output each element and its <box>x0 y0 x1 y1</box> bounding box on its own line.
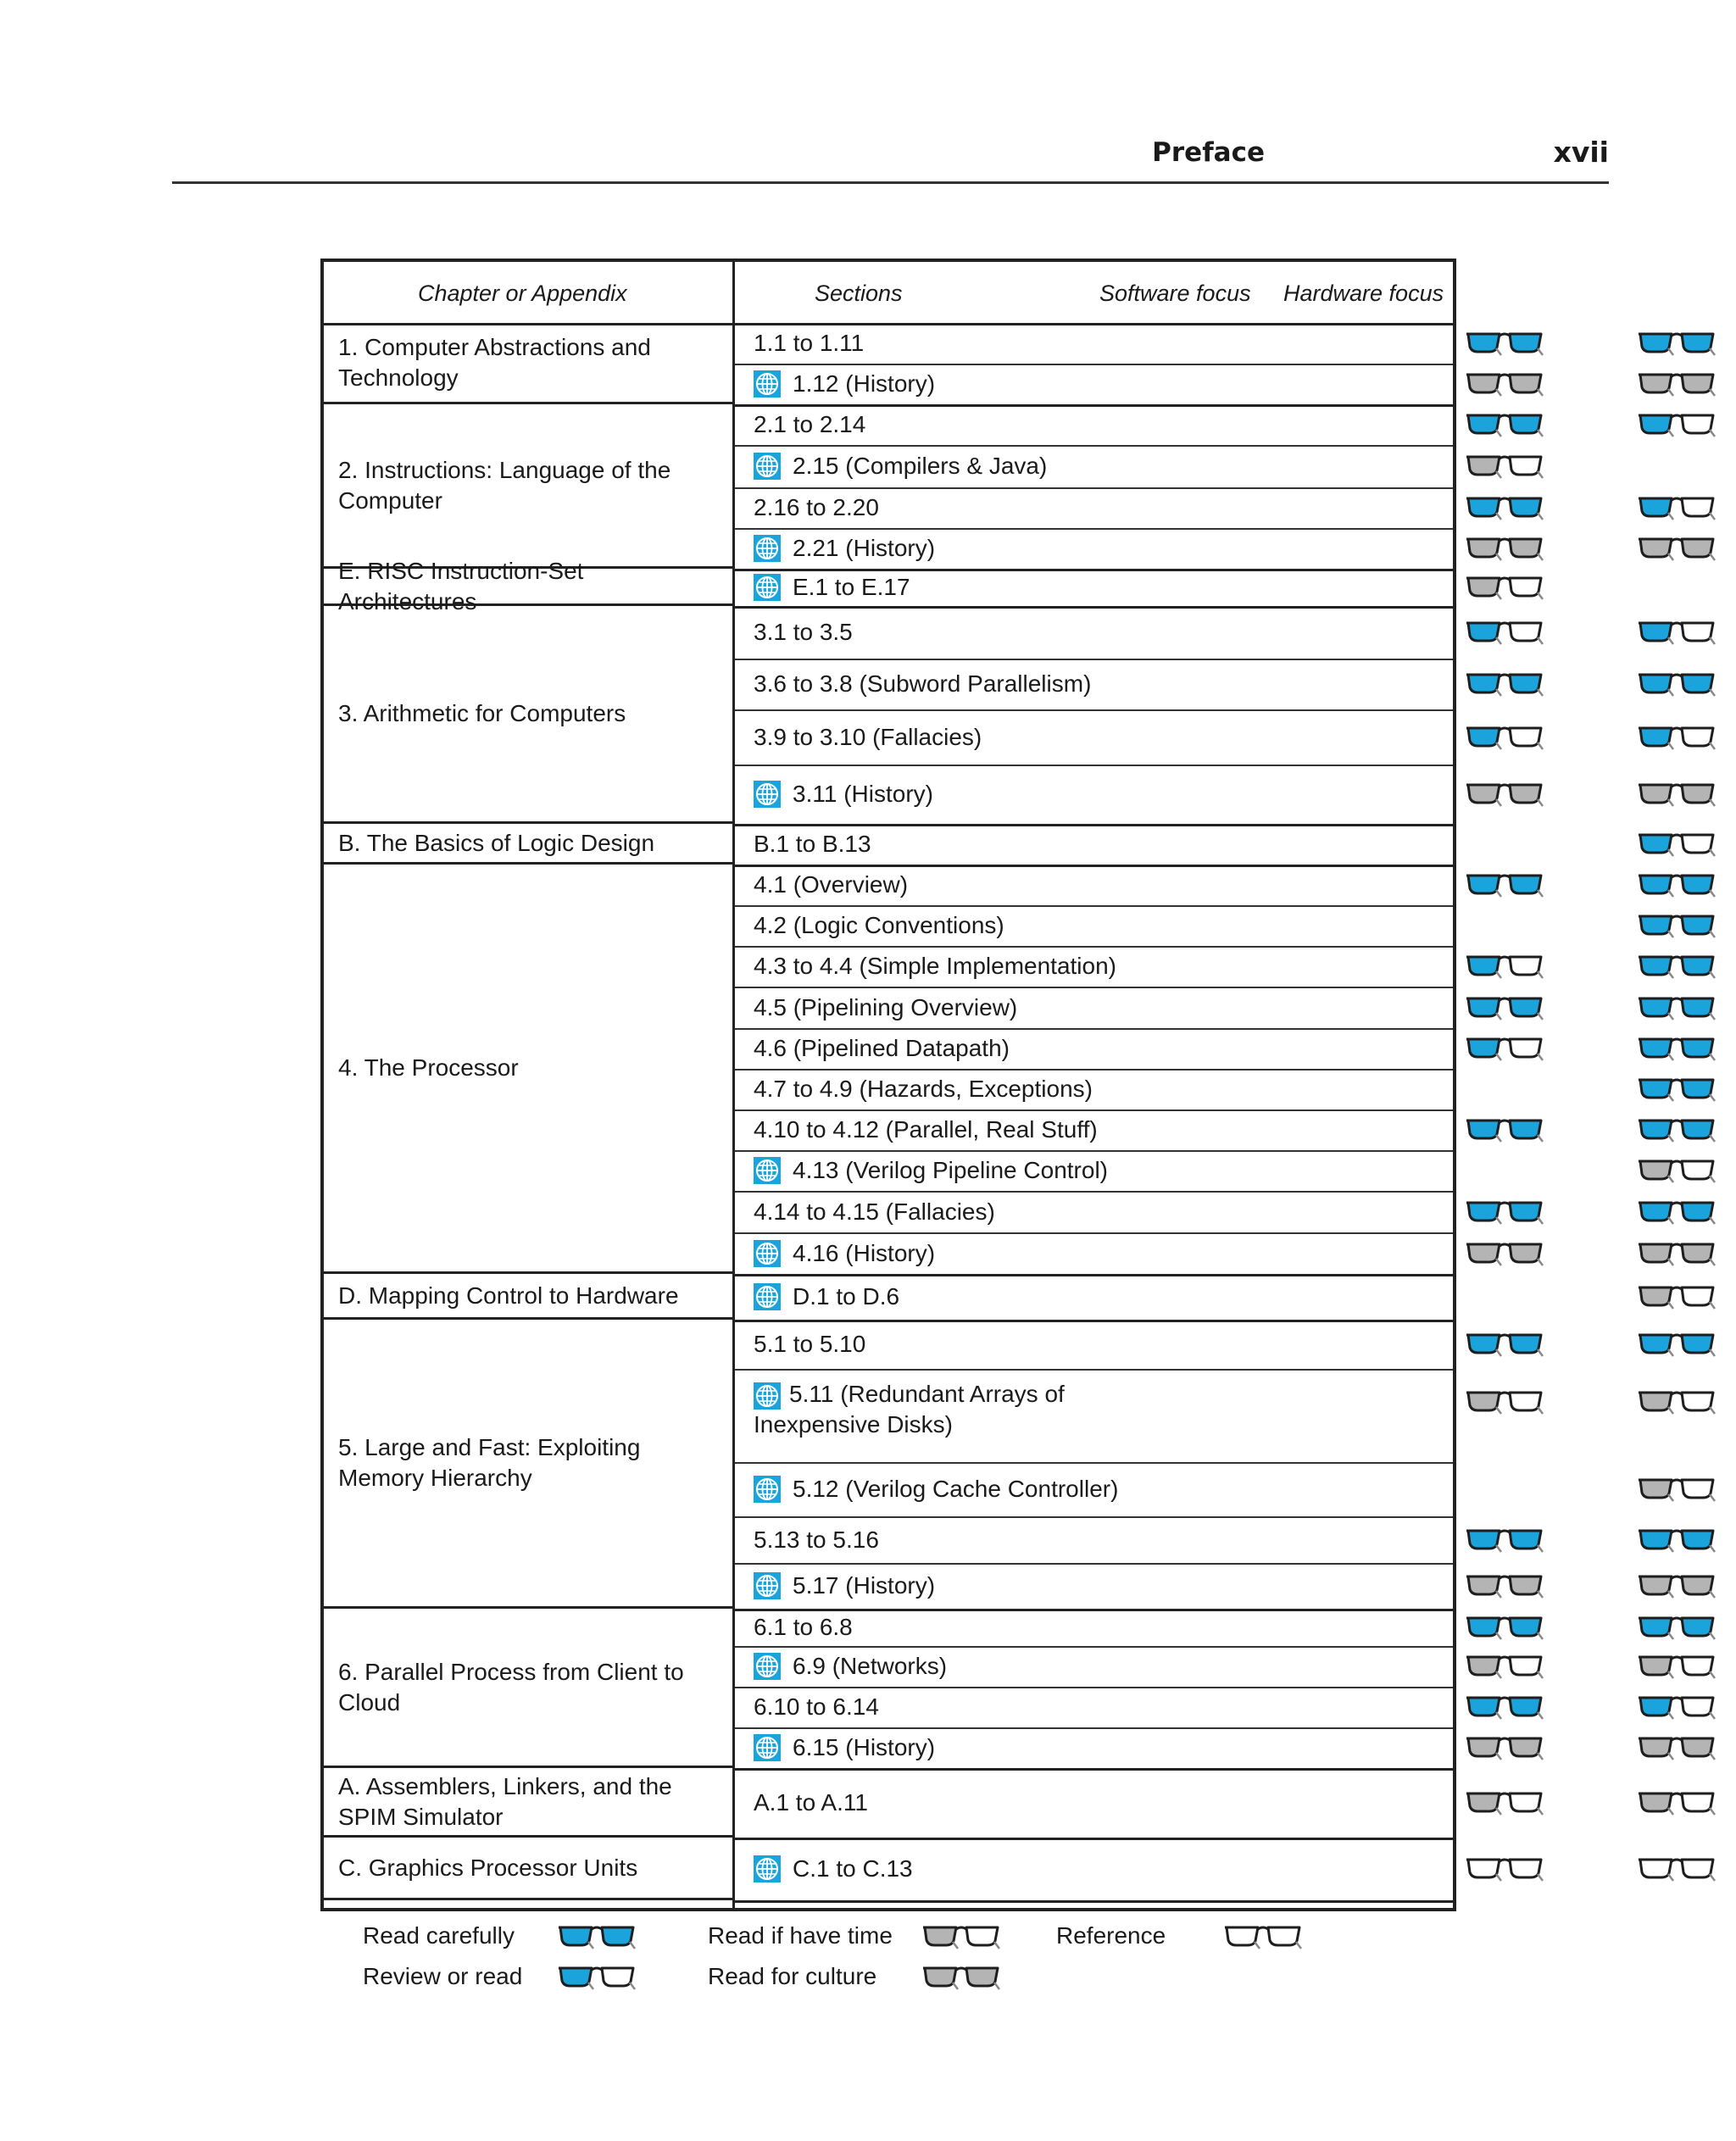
chapter-cell <box>324 824 732 865</box>
software-glasses-reference-icon <box>1466 1856 1544 1882</box>
legend-read-carefully <box>363 1922 515 1949</box>
section-cell <box>754 1572 935 1599</box>
hardware-glasses-read-for-culture-icon <box>1638 781 1716 807</box>
web-globe-icon <box>754 535 781 562</box>
section-label: 6.10 to 6.14 <box>754 1693 879 1720</box>
section-row <box>735 1516 1453 1565</box>
section-cell <box>754 1789 868 1816</box>
legend-review-or-read-label: Review or read <box>363 1963 523 1989</box>
legend-read-if-have-time <box>708 1922 893 1949</box>
web-globe-icon <box>754 574 781 601</box>
section-label: 1.12 (History) <box>793 370 936 397</box>
software-glasses-read-for-culture-icon <box>1466 536 1544 561</box>
legend-read-carefully-label: Read carefully <box>363 1922 515 1949</box>
hardware-glasses-review-or-read-icon <box>1638 495 1716 520</box>
section-cell <box>754 994 1017 1021</box>
legend-read-for-culture-label: Read for culture <box>708 1963 877 1989</box>
section-row <box>735 1069 1453 1111</box>
section-label: 4.3 to 4.4 (Simple Implementation) <box>754 953 1116 979</box>
section-cell <box>754 1283 899 1310</box>
chapter-title: C. Graphics Processor Units <box>338 1854 638 1881</box>
section-label: 6.1 to 6.8 <box>754 1614 853 1640</box>
hardware-glasses-read-for-culture-icon <box>1638 371 1716 397</box>
section-label: 6.15 (History) <box>793 1734 936 1760</box>
software-glasses-read-if-have-time-icon <box>1466 575 1544 600</box>
section-cell <box>754 724 982 751</box>
header-hardware: Hardware focus <box>1283 281 1444 306</box>
hardware-glasses-read-carefully-icon <box>1638 1076 1716 1102</box>
glasses-review-or-read-icon <box>558 1965 636 1990</box>
section-label: 2.21 (History) <box>793 535 936 561</box>
web-globe-icon <box>754 1653 781 1680</box>
section-cell <box>754 1331 865 1358</box>
section-row <box>735 1687 1453 1729</box>
header-software: Software focus <box>1099 281 1251 306</box>
hardware-glasses-read-for-culture-icon <box>1638 1241 1716 1266</box>
chapter-cell <box>324 1609 732 1768</box>
section-label: 5.11 (Redundant Arrays of Inexpensive Disks) <box>754 1381 1065 1438</box>
section-label: 5.1 to 5.10 <box>754 1331 866 1357</box>
chapter-title: 5. Large and Fast: Exploiting Memory Hierarchy <box>338 1434 641 1491</box>
software-glasses-read-carefully-icon <box>1466 1332 1544 1357</box>
section-row <box>735 1609 1453 1648</box>
section-row <box>735 445 1453 489</box>
section-label: 4.10 to 4.12 (Parallel, Real Stuff) <box>754 1116 1098 1143</box>
section-label: E.1 to E.17 <box>793 574 910 600</box>
section-cell <box>754 1116 1098 1143</box>
software-glasses-review-or-read-icon <box>1466 954 1544 979</box>
chapter-cell <box>324 557 732 614</box>
hardware-glasses-read-carefully-icon <box>1638 1332 1716 1357</box>
web-globe-icon <box>754 1157 781 1184</box>
chapter-cell <box>324 323 732 404</box>
software-glasses-read-carefully-icon <box>1466 412 1544 437</box>
hardware-glasses-read-carefully-icon <box>1638 1117 1716 1143</box>
section-label: 2.16 to 2.20 <box>754 494 879 520</box>
section-row <box>735 404 1453 447</box>
header-sections: Sections <box>815 281 903 306</box>
section-label: 5.17 (History) <box>793 1572 936 1599</box>
hardware-glasses-reference-icon <box>1638 1856 1716 1882</box>
section-label: 4.6 (Pipelined Datapath) <box>754 1035 1010 1061</box>
chapter-cell <box>324 1320 732 1609</box>
glasses-read-if-have-time-icon <box>922 1924 1000 1949</box>
section-row <box>735 1274 1453 1322</box>
section-cell <box>754 1527 879 1554</box>
web-globe-icon <box>754 1734 781 1761</box>
section-row <box>735 824 1453 867</box>
section-row <box>735 765 1453 826</box>
chapter-cell <box>324 865 732 1274</box>
software-glasses-read-for-culture-icon <box>1466 1241 1544 1266</box>
software-glasses-read-if-have-time-icon <box>1466 1389 1544 1415</box>
section-cell <box>754 1653 947 1680</box>
section-label: 5.12 (Verilog Cache Controller) <box>793 1476 1119 1502</box>
web-globe-icon <box>754 1572 781 1599</box>
software-glasses-read-if-have-time-icon <box>1466 453 1544 479</box>
header-chapter: Chapter or Appendix <box>418 281 627 306</box>
section-row <box>735 323 1453 365</box>
hardware-glasses-read-for-culture-icon <box>1638 536 1716 561</box>
section-cell <box>754 330 864 357</box>
section-label: A.1 to A.11 <box>754 1789 868 1816</box>
software-glasses-read-carefully-icon <box>1466 671 1544 697</box>
section-row <box>735 946 1453 988</box>
hardware-glasses-read-carefully-icon <box>1638 1527 1716 1553</box>
web-globe-icon <box>754 1476 781 1503</box>
section-cell <box>754 781 933 808</box>
software-glasses-review-or-read-icon <box>1466 725 1544 750</box>
web-globe-icon <box>754 1283 781 1310</box>
software-glasses-read-carefully-icon <box>1466 995 1544 1020</box>
hardware-glasses-read-carefully-icon <box>1638 995 1716 1020</box>
chapter-title: 2. Instructions: Language of the Computer <box>338 456 671 514</box>
software-glasses-read-if-have-time-icon <box>1466 1790 1544 1816</box>
running-head <box>172 129 1609 184</box>
hardware-glasses-read-carefully-icon <box>1638 331 1716 356</box>
hardware-glasses-read-carefully-icon <box>1638 872 1716 898</box>
software-glasses-read-carefully-icon <box>1466 495 1544 520</box>
section-cell <box>754 535 935 562</box>
software-glasses-read-carefully-icon <box>1466 1527 1544 1553</box>
hardware-glasses-read-carefully-icon <box>1638 1615 1716 1640</box>
web-globe-icon <box>754 370 781 398</box>
legend <box>339 1922 1441 2016</box>
hardware-glasses-read-carefully-icon <box>1638 1199 1716 1225</box>
section-row <box>735 905 1453 948</box>
section-row <box>735 569 1453 609</box>
hardware-glasses-read-carefully-icon <box>1638 1036 1716 1061</box>
section-label: 4.13 (Verilog Pipeline Control) <box>793 1157 1108 1183</box>
section-cell <box>754 619 853 646</box>
chapter-cell <box>324 404 732 569</box>
glasses-read-for-culture-icon <box>922 1965 1000 1990</box>
hardware-glasses-read-if-have-time-icon <box>1638 1284 1716 1310</box>
web-globe-icon <box>754 1855 781 1882</box>
software-glasses-read-for-culture-icon <box>1466 1735 1544 1760</box>
section-label: 2.15 (Compilers & Java) <box>793 453 1048 479</box>
chapter-title: D. Mapping Control to Hardware <box>338 1282 679 1309</box>
hardware-glasses-read-carefully-icon <box>1638 913 1716 938</box>
legend-review-or-read <box>363 1963 522 1990</box>
section-cell <box>754 574 910 601</box>
chapter-title: 1. Computer Abstractions and Technology <box>338 333 651 391</box>
section-cell <box>754 1240 935 1267</box>
hardware-glasses-read-if-have-time-icon <box>1638 1476 1716 1502</box>
software-glasses-review-or-read-icon <box>1466 620 1544 645</box>
section-row <box>735 1768 1453 1840</box>
legend-reference-label: Reference <box>1056 1922 1166 1949</box>
section-label: 4.5 (Pipelining Overview) <box>754 993 1018 1020</box>
section-label: 4.7 to 4.9 (Hazards, Exceptions) <box>754 1076 1093 1102</box>
section-row <box>735 1028 1453 1070</box>
web-globe-icon <box>754 453 781 480</box>
section-label: 4.1 (Overview) <box>754 871 909 898</box>
hardware-glasses-read-carefully-icon <box>1638 954 1716 979</box>
section-cell <box>754 953 1116 980</box>
section-label: 1.1 to 1.11 <box>754 330 865 356</box>
table-header <box>324 262 1453 325</box>
section-label: 4.16 (History) <box>793 1239 936 1266</box>
section-row <box>735 364 1453 407</box>
section-row <box>735 1320 1453 1371</box>
chapter-title: 6. Parallel Process from Client to Cloud <box>338 1658 684 1716</box>
section-cell <box>754 1379 1127 1440</box>
chapter-cell <box>324 1838 732 1900</box>
legend-read-if-have-time-label: Read if have time <box>708 1922 893 1949</box>
section-label: 3.11 (History) <box>793 781 933 807</box>
section-label: C.1 to C.13 <box>793 1855 913 1882</box>
section-row <box>735 606 1453 660</box>
section-row <box>735 487 1453 530</box>
section-label: 4.2 (Logic Conventions) <box>754 912 1004 938</box>
chapter-cell <box>324 1768 732 1838</box>
chapter-title: A. Assemblers, Linkers, and the SPIM Simulator <box>338 1772 672 1830</box>
section-label: 4.14 to 4.15 (Fallacies) <box>754 1198 995 1225</box>
section-label: 2.1 to 2.14 <box>754 411 866 437</box>
section-cell <box>754 1035 1010 1062</box>
software-glasses-read-carefully-icon <box>1466 1199 1544 1225</box>
section-row <box>735 1838 1453 1903</box>
section-cell <box>754 1198 995 1226</box>
web-globe-icon <box>754 781 781 808</box>
section-cell <box>754 1476 1118 1503</box>
running-head-section: Preface <box>1152 137 1265 168</box>
web-globe-icon <box>754 1240 781 1267</box>
section-row <box>735 709 1453 766</box>
section-row <box>735 1191 1453 1234</box>
section-cell <box>754 1734 935 1761</box>
section-label: B.1 to B.13 <box>754 831 871 857</box>
chapter-title: 4. The Processor <box>338 1054 519 1082</box>
section-cell <box>754 1076 1093 1103</box>
section-cell <box>754 370 935 398</box>
section-row <box>735 1232 1453 1276</box>
section-cell <box>754 670 1091 698</box>
section-cell <box>754 831 871 858</box>
section-row <box>735 1462 1453 1518</box>
chapter-cell <box>324 606 732 824</box>
software-glasses-read-carefully-icon <box>1466 1694 1544 1720</box>
section-cell <box>754 1614 853 1641</box>
section-cell <box>754 912 1004 939</box>
hardware-glasses-review-or-read-icon <box>1638 725 1716 750</box>
software-glasses-read-carefully-icon <box>1466 872 1544 898</box>
hardware-glasses-review-or-read-icon <box>1638 412 1716 437</box>
glasses-read-carefully-icon <box>558 1924 636 1949</box>
hardware-glasses-read-if-have-time-icon <box>1638 1158 1716 1183</box>
hardware-glasses-review-or-read-icon <box>1638 1694 1716 1720</box>
page-number: xvii <box>1553 136 1609 169</box>
software-glasses-review-or-read-icon <box>1466 1036 1544 1061</box>
software-glasses-read-for-culture-icon <box>1466 371 1544 397</box>
chapter-title: 3. Arithmetic for Computers <box>338 700 626 727</box>
chapter-title: B. The Basics of Logic Design <box>338 829 655 856</box>
section-row <box>735 987 1453 1030</box>
section-cell <box>754 1855 913 1882</box>
legend-read-for-culture <box>708 1963 876 1990</box>
chapter-title: E. RISC Instruction-Set Architectures <box>338 557 584 614</box>
section-label: 3.9 to 3.10 (Fallacies) <box>754 723 982 750</box>
section-row <box>735 659 1453 711</box>
section-row <box>735 1563 1453 1611</box>
section-cell <box>754 871 908 898</box>
section-row <box>735 1109 1453 1152</box>
chapter-cell <box>324 1274 732 1320</box>
hardware-glasses-read-if-have-time-icon <box>1638 1790 1716 1816</box>
hardware-glasses-read-for-culture-icon <box>1638 1735 1716 1760</box>
section-label: D.1 to D.6 <box>793 1283 900 1310</box>
software-glasses-read-carefully-icon <box>1466 331 1544 356</box>
legend-reference <box>1056 1922 1166 1949</box>
section-label: 3.1 to 3.5 <box>754 619 853 645</box>
section-label: 3.6 to 3.8 (Subword Parallelism) <box>754 670 1092 697</box>
section-label: 6.9 (Networks) <box>793 1653 948 1679</box>
section-row <box>735 1727 1453 1771</box>
software-glasses-read-if-have-time-icon <box>1466 1654 1544 1679</box>
reading-guide-table <box>320 259 1456 1911</box>
hardware-glasses-review-or-read-icon <box>1638 620 1716 645</box>
hardware-glasses-review-or-read-icon <box>1638 831 1716 857</box>
software-glasses-read-carefully-icon <box>1466 1615 1544 1640</box>
software-glasses-read-for-culture-icon <box>1466 1573 1544 1599</box>
hardware-glasses-read-if-have-time-icon <box>1638 1389 1716 1415</box>
section-cell <box>754 453 1047 480</box>
hardware-glasses-read-carefully-icon <box>1638 671 1716 697</box>
hardware-glasses-read-for-culture-icon <box>1638 1573 1716 1599</box>
hardware-glasses-read-if-have-time-icon <box>1638 1654 1716 1679</box>
section-cell <box>754 494 879 521</box>
software-glasses-read-for-culture-icon <box>1466 781 1544 807</box>
section-cell <box>754 1157 1108 1184</box>
section-row <box>735 1369 1453 1464</box>
software-glasses-read-carefully-icon <box>1466 1117 1544 1143</box>
section-label: 5.13 to 5.16 <box>754 1526 879 1553</box>
section-row <box>735 1646 1453 1688</box>
section-row <box>735 865 1453 907</box>
section-cell <box>754 411 865 438</box>
web-globe-icon <box>754 1382 781 1410</box>
section-row <box>735 528 1453 571</box>
glasses-reference-icon <box>1224 1924 1302 1949</box>
section-row <box>735 1150 1453 1193</box>
section-cell <box>754 1693 879 1721</box>
